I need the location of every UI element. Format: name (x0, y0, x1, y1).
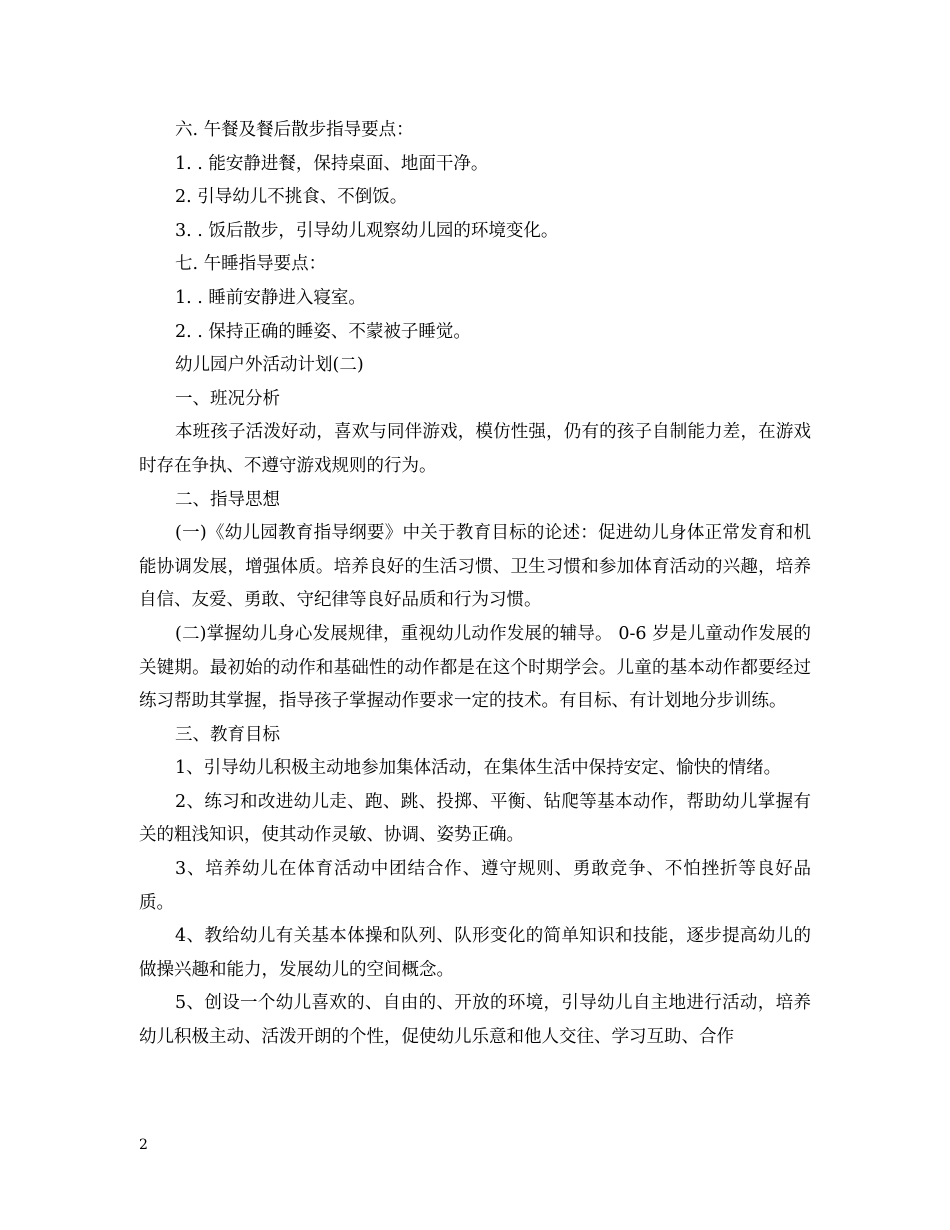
document-body (139, 114, 811, 1055)
section-heading-education-goals: 三、教育目标 (175, 724, 280, 745)
list-item: 1. . 睡前安静进入寝室。 (175, 287, 366, 308)
heading-lunch-guidance: 六. 午餐及餐后散步指导要点： (175, 120, 414, 140)
list-item: 2、练习和改进幼儿走、跑、跳、投掷、平衡、钻爬等基本动作，帮助幼儿掌握有关的粗浅知识，使其动作灵敏、协调、姿势正确。 (139, 791, 811, 846)
list-item: 2. 引导幼儿不挑食、不倒饭。 (175, 187, 408, 208)
body-paragraph: (二)掌握幼儿身心发展规律，重视幼儿动作发展的辅导。 0-6 岁是儿童动作发展的关键期。最初始的动作和基础性的动作都是在这个时期学会。儿童的基本动作都要经过练习帮助其掌握，指导孩子掌握动作要求一定的技术。有目标、有计划地分步训练。 (139, 623, 811, 712)
section-heading-class-analysis: 一、班况分析 (175, 388, 280, 409)
list-item: 5、创设一个幼儿喜欢的、自由的、开放的环境，引导幼儿自主地进行活动，培养幼儿积极主动、活泼开朗的个性，促使幼儿乐意和他人交往、学习互助、合作 (139, 993, 811, 1048)
list-item: 3. . 饭后散步，引导幼儿观察幼儿园的环境变化。 (175, 220, 559, 241)
section-heading-guiding-ideas: 二、指导思想 (175, 489, 280, 510)
page-number: 2 (139, 1137, 148, 1153)
list-item: 1、引导幼儿积极主动地参加集体活动，在集体生活中保持安定、愉快的情绪。 (175, 758, 782, 779)
list-item: 4、教给幼儿有关基本体操和队列、队形变化的简单知识和技能，逐步提高幼儿的做操兴趣和能力，发展幼儿的空间概念。 (139, 926, 811, 980)
body-paragraph: (一)《幼儿园教育指导纲要》中关于教育目标的论述：促进幼儿身体正常发育和机能协调发展，增强体质。培养良好的生活习惯、卫生习惯和参加体育活动的兴趣，培养自信、友爱、勇敢、守纪律等良好品质和行为习惯。 (139, 523, 811, 611)
section-title: 幼儿园户外活动计划(二) (175, 355, 364, 376)
list-item: 1. . 能安静进餐，保持桌面、地面干净。 (175, 153, 489, 174)
heading-nap-guidance: 七. 午睡指导要点： (175, 254, 327, 275)
body-paragraph: 本班孩子活泼好动，喜欢与同伴游戏，模仿性强，仍有的孩子自制能力差，在游戏时存在争执、不遵守游戏规则的行为。 (139, 422, 811, 476)
list-item: 2. . 保持正确的睡姿、不蒙被子睡觉。 (175, 321, 471, 342)
list-item: 3、培养幼儿在体育活动中团结合作、遵守规则、勇敢竞争、不怕挫折等良好品质。 (139, 859, 811, 913)
